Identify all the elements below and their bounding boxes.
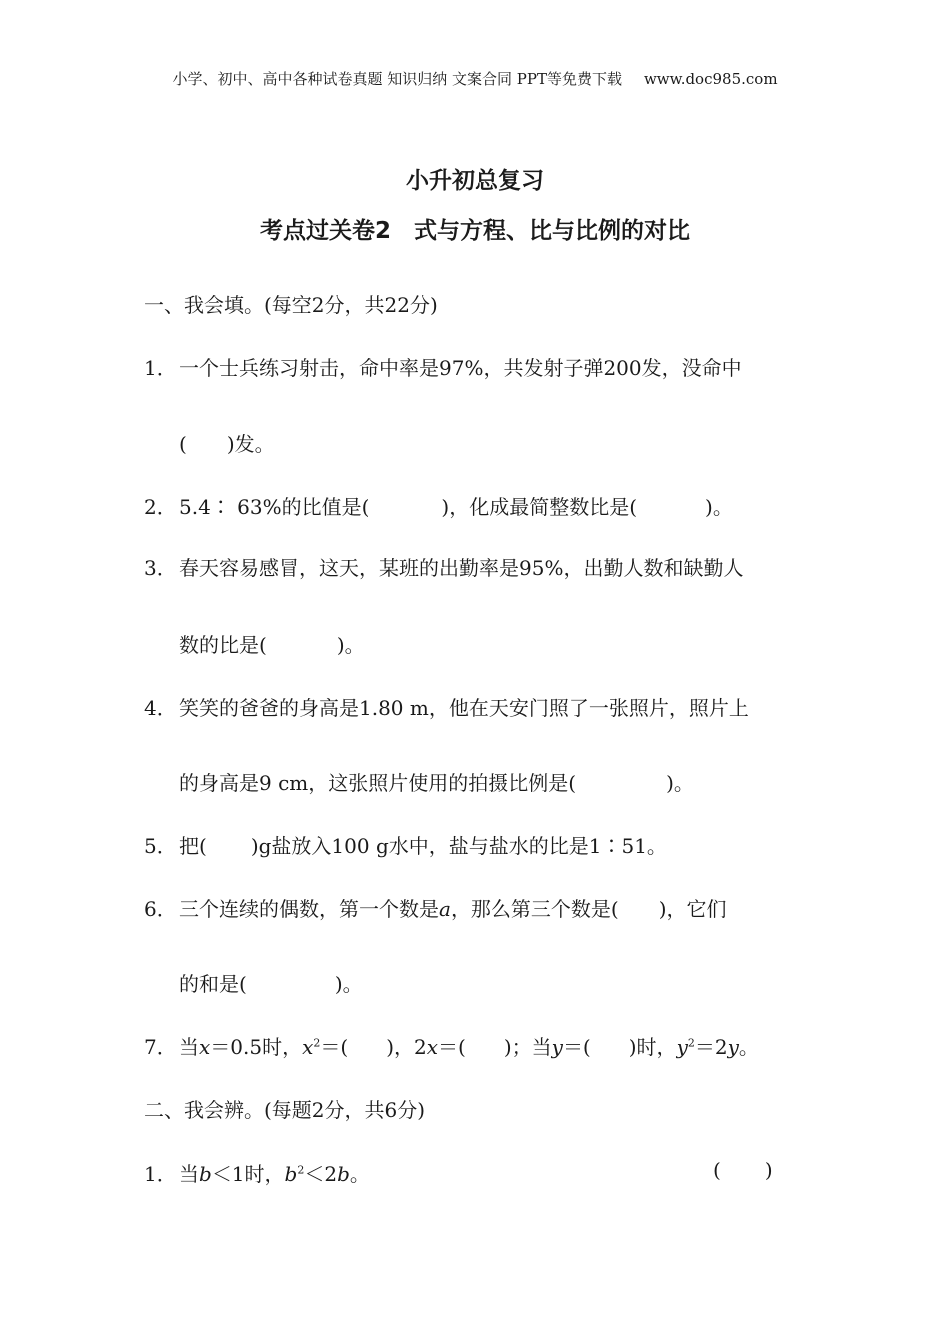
question-4-cont [179,767,694,796]
page-header [0,68,950,89]
text: 当 [179,1162,199,1186]
judge-1-answer [713,1158,773,1182]
question-number: 1． [144,1162,177,1186]
variable: x [199,1035,211,1059]
text: ＝( [438,1035,466,1059]
variable: y [551,1035,563,1059]
variable: b [337,1162,350,1186]
question-5 [144,830,667,859]
text: )。 [336,633,365,657]
text: )，它们 [658,897,727,921]
question-text: 一个士兵练习射击，命中率是97%，共发射子弹200发，没命中 [179,356,742,380]
question-2 [144,491,733,520]
text: ＝( [562,1035,591,1059]
question-number: 6． [144,897,177,921]
variable: a [439,897,451,921]
text: )时， [628,1035,677,1059]
variable: b [284,1162,298,1186]
text: ＝( [320,1035,349,1059]
text: 。 [738,1035,759,1059]
text: ＜2 [304,1162,338,1186]
variable: y [727,1035,739,1059]
question-3 [144,552,743,581]
text: )，化成最简整数比是( [441,495,638,519]
text: 。 [349,1162,370,1186]
text: )；当 [503,1035,552,1059]
variable: y [676,1035,688,1059]
text: 5.4∶ 63%的比值是( [179,495,370,519]
text: 把( [179,834,207,858]
title-line-2: 考点过关卷2 式与方程、比与比例的对比 [259,218,690,244]
header-text: 小学、初中、高中各种试卷真题 知识归纳 文案合同 PPT等免费下载 [172,70,622,88]
text: )。 [705,495,733,519]
exponent: 2 [687,1036,695,1050]
question-number: 4． [144,696,177,720]
text: 的身高是9 cm，这张照片使用的拍摄比例是( [179,771,577,795]
question-text: 笑笑的爸爸的身高是1.80 m，他在天安门照了一张照片，照片上 [179,696,749,720]
paren-open: ( [713,1158,721,1182]
text: 数的比是( [179,633,267,657]
question-3-cont [179,629,365,658]
question-4 [144,692,749,721]
question-number: 3． [144,556,177,580]
question-number: 7． [144,1035,177,1059]
variable: x [302,1035,314,1059]
section-2-heading: 二、我会辨。(每题2分，共6分) [144,1098,426,1122]
question-number: 5． [144,834,177,858]
text: )，2 [386,1035,427,1059]
text: )g盐放入100 g水中，盐与盐水的比是1∶51。 [250,834,667,858]
question-6-cont [179,968,363,997]
exponent: 2 [313,1036,321,1050]
paren-open: ( [179,432,187,456]
question-1-cont [179,428,275,457]
text: 的和是( [179,972,247,996]
text: 三个连续的偶数，第一个数是 [179,897,439,921]
text: ＜1时， [211,1162,285,1186]
question-1 [144,352,742,381]
paren-close: ) [764,1158,773,1182]
question-number: 2． [144,495,177,519]
variable: x [426,1035,438,1059]
text: ＝2 [694,1035,728,1059]
question-6 [144,893,727,922]
title-line-1: 小升初总复习 [406,168,544,194]
section-1-heading: 一、我会填。(每空2分，共22分) [144,293,438,317]
text: )。 [334,972,363,996]
text: )发。 [226,432,275,456]
exponent: 2 [297,1163,305,1177]
judge-1 [144,1158,370,1187]
header-url[interactable]: www.doc985.com [643,70,778,88]
text: ＝0.5时， [210,1035,303,1059]
question-text: 春天容易感冒，这天，某班的出勤率是95%，出勤人数和缺勤人 [179,556,744,580]
variable: b [199,1162,212,1186]
question-number: 1． [144,356,177,380]
text: ，那么第三个数是( [450,897,619,921]
question-7 [144,1031,759,1060]
text: )。 [666,771,694,795]
text: 当 [179,1035,199,1059]
